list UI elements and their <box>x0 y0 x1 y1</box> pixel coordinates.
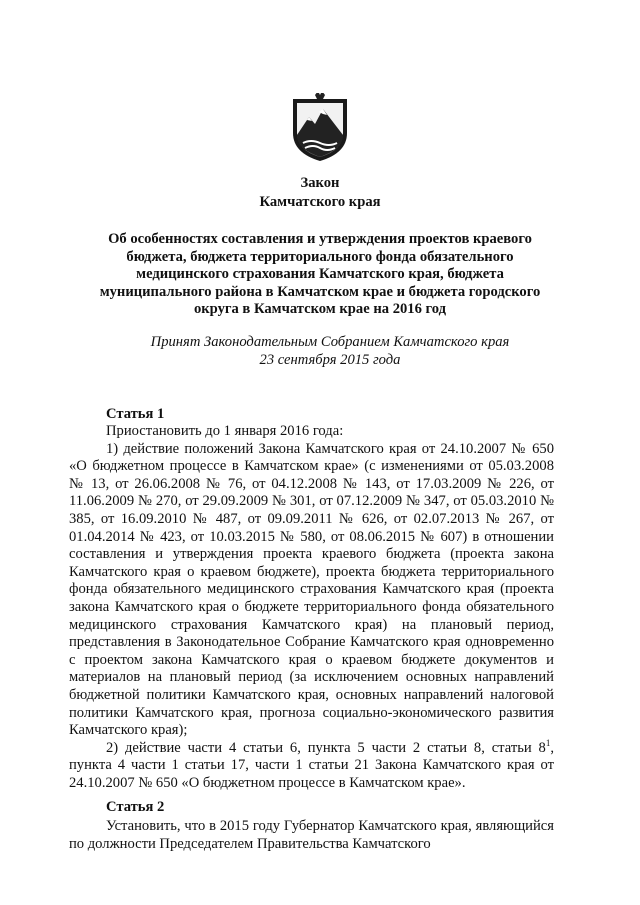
article-1-item-1: 1) действие положений Закона Камчатского края от 24.10.2007 № 650 «О бюджетном процессе в Камчатском крае» (с изменениями от 05.03.2008 № 13, от 26.06.2008 № 76, от 04.12.2008 № 143, от 17.03.2009 № 226, от 11.06.2009 № 270, от 29.09.2009 № 301, от 07.12.2009 № 347, от 05.03.2010 № 385, от 16.09.2010 № 487, от 09.09.2011 № 626, от 02.07.2013 № 267, от 01.04.2014 № 423, от 10.03.2015 № 580, от 08.06.2015 № 607) в отношении составления и утверждения проекта краевого бюджета (проекта закона Камчатского края о краевом бюджете), проекта бюджета территориального фонда обязательного медицинского страхования Камчатского края (проекта закона Камчатского края о бюджете территориального фонда обязательного медицинского страхования Камчатского края) на плановый период, представления в Законодательное Собрание Камчатского края одновременно с проектом закона Камчатского края о краевом бюджете документов и материалов на плановый период (за исключением основных направлений бюджетной политики Камчатского края, основных направлений налоговой политики Камчатского края, прогноза социально-экономического развития Камчатского края); <box>69 440 554 739</box>
item-2-text-end: , пункта 4 части 1 статьи 17, части 1 статьи 21 Закона Камчатского края от 24.10.2007 № 650 «О бюджетном процессе в Камчатском крае». <box>69 739 554 791</box>
adoption-note <box>120 334 540 369</box>
law-subject: Об особенностях составления и утверждения проектов краевого бюджета, бюджета территориального фонда обязательного медицинского страхования Камчатского края, бюджета муниципального района в Камчатском крае и бюджета городского округа в Камчатском крае на 2016 год <box>99 231 541 318</box>
law-region: Камчатского края <box>259 194 381 210</box>
article-1-item-2 <box>69 737 554 793</box>
article-2-body <box>69 818 554 853</box>
item-2-text-start: 2) действие части 4 статьи 6, пункта 5 части 2 статьи 8, статьи 8 <box>106 739 546 756</box>
adoption-date: 23 сентября 2015 года <box>259 351 401 368</box>
kamchatka-coat-of-arms-icon <box>289 93 351 163</box>
article-2-text: Установить, что в 2015 году Губернатор Камчатского края, являющийся по должности Председателем Правительства Камчатского <box>69 818 554 852</box>
law-title: Закон <box>300 175 340 191</box>
adoption-body: Принят Законодательным Собранием Камчатского края <box>150 334 510 350</box>
superscript-number: 1 <box>545 737 551 748</box>
article-1-body <box>69 423 554 792</box>
article-1-intro: Приостановить до 1 января 2016 года: <box>106 423 344 439</box>
article-2-heading: Статья 2 <box>106 799 165 815</box>
article-1-heading: Статья 1 <box>106 406 165 422</box>
